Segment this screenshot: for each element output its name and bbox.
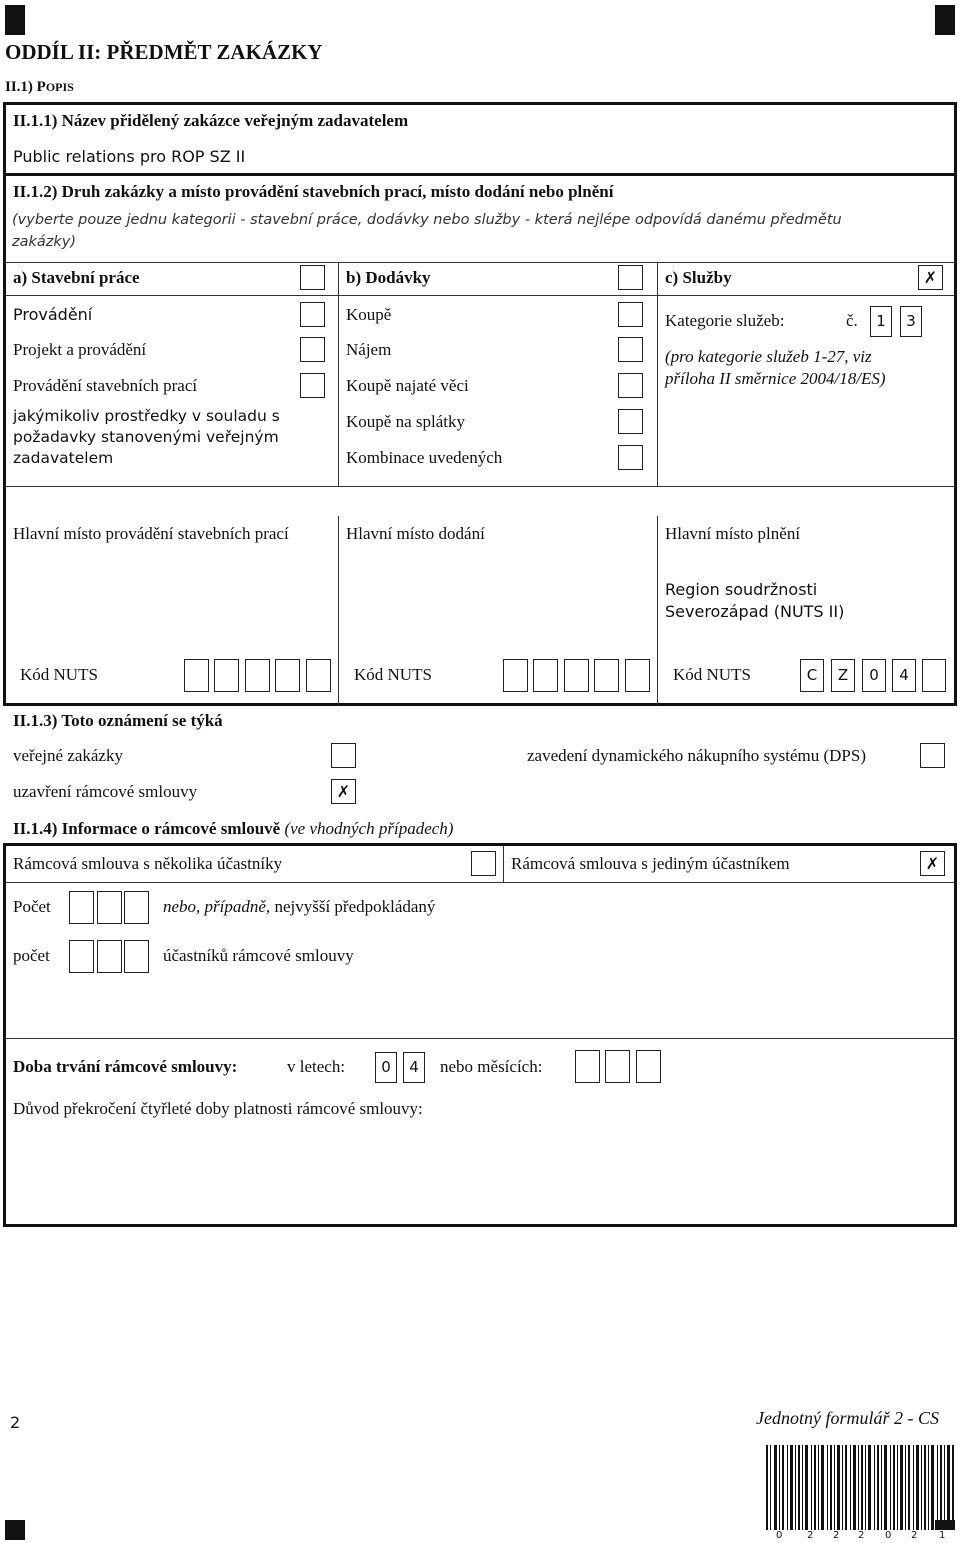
supplies-checkbox[interactable] [618, 265, 643, 290]
supplies-rental-checkbox[interactable] [618, 373, 643, 398]
barcode-digit-3: 2 [833, 1530, 840, 1541]
contract-name: Public relations pro ROP SZ II [13, 147, 246, 166]
supplies-item-combination: Kombinace uvedených [346, 448, 503, 467]
works-execution-checkbox[interactable] [300, 302, 325, 327]
works-extra-line1: jakýmikoliv prostředky v souladu s [13, 407, 280, 425]
type-note-line2: zakázky) [12, 234, 77, 250]
services-nuts-digit-1[interactable]: C [800, 659, 824, 692]
barcode-digit-7: 1 [939, 1530, 946, 1541]
participants-text: účastníků rámcové smlouvy [163, 946, 354, 965]
max-count-box-2[interactable] [97, 940, 122, 973]
works-nuts-box-2[interactable] [214, 659, 239, 692]
works-design-execution-checkbox[interactable] [300, 337, 325, 362]
supplies-hire-purchase-checkbox[interactable] [618, 409, 643, 434]
service-category-note-line2: příloha II směrnice 2004/18/ES) [665, 369, 886, 388]
barcode-digit-4: 2 [858, 1530, 865, 1541]
count-or-text [163, 897, 435, 917]
count-or-italic: nebo, případně, [163, 897, 271, 916]
supplies-nuts-box-5[interactable] [625, 659, 650, 692]
works-item-design-execution: Projekt a provádění [13, 340, 147, 359]
subsection-rest: OPIS [45, 80, 74, 94]
count-box-2[interactable] [97, 891, 122, 924]
duration-months-box-2[interactable] [605, 1050, 630, 1083]
form-name: Jednotný formulář 2 - CS [756, 1408, 939, 1428]
multi-participant-label: Rámcová smlouva s několika účastníky [13, 854, 283, 873]
duration-label: Doba trvání rámcové smlouvy: [13, 1057, 238, 1076]
works-place-label: Hlavní místo provádění stavebních prací [13, 524, 289, 543]
works-item-execution: Provádění [13, 305, 93, 324]
col-divider-2 [657, 262, 658, 486]
services-nuts-digit-4[interactable]: 4 [892, 659, 916, 692]
services-label: c) Služby [665, 268, 732, 287]
barcode-digit-1: 0 [776, 1530, 783, 1541]
page-number: 2 [10, 1413, 21, 1432]
works-nuts-box-1[interactable] [184, 659, 209, 692]
framework-info-heading-bold: II.1.4) Informace o rámcové smlouvě [13, 819, 281, 838]
supplies-item-rental: Koupě najaté věci [346, 376, 469, 395]
works-nuts-box-4[interactable] [275, 659, 300, 692]
type-heading: II.1.2) Druh zakázky a místo provádění stavebních prací, místo dodání nebo plnění [13, 182, 614, 201]
services-place-label: Hlavní místo plnění [665, 524, 801, 543]
section-title: ODDÍL II: PŘEDMĚT ZAKÁZKY [5, 40, 323, 64]
framework-divider-horizontal [6, 882, 954, 883]
supplies-combination-checkbox[interactable] [618, 445, 643, 470]
duration-top-line [6, 1038, 954, 1039]
supplies-purchase-checkbox[interactable] [618, 302, 643, 327]
services-place-line1: Region soudržnosti [665, 580, 818, 599]
framework-divider-vertical [503, 846, 504, 882]
supplies-nuts-box-3[interactable] [564, 659, 589, 692]
service-category-label: Kategorie služeb: [665, 311, 785, 330]
single-participant-label: Rámcová smlouva s jediným účastníkem [511, 854, 790, 873]
subsection-prefix: II.1) P [5, 79, 46, 95]
services-place-line2: Severozápad (NUTS II) [665, 602, 845, 621]
service-category-digit-2[interactable]: 3 [900, 306, 922, 337]
col-divider-1 [338, 262, 339, 486]
supplies-nuts-box-1[interactable] [503, 659, 528, 692]
col-divider-3 [338, 516, 339, 706]
duration-reason-label: Důvod překročení čtyřleté doby platnosti rámcové smlouvy: [13, 1099, 423, 1118]
corner-mark-top-right [935, 5, 955, 35]
duration-months-box-1[interactable] [575, 1050, 600, 1083]
corner-mark-top-left [5, 5, 25, 35]
type-note-line1: (vyberte pouze jednu kategorii - stavební práce, dodávky nebo služby - která nejlépe odpovídá danému předmětu [12, 212, 842, 228]
works-label: a) Stavební práce [13, 268, 140, 287]
services-checkbox[interactable]: ✗ [918, 265, 943, 290]
supplies-item-lease: Nájem [346, 340, 392, 359]
duration-years-digit-1[interactable]: 0 [375, 1052, 397, 1083]
count-label: Počet [13, 897, 51, 916]
public-contract-label: veřejné zakázky [13, 746, 123, 765]
supplies-nuts-box-2[interactable] [533, 659, 558, 692]
count-box-1[interactable] [69, 891, 94, 924]
service-category-note-line1: (pro kategorie služeb 1-27, viz [665, 347, 872, 366]
col-divider-4 [657, 516, 658, 706]
duration-years-label: v letech: [287, 1057, 346, 1076]
supplies-label: b) Dodávky [346, 268, 431, 287]
duration-months-box-3[interactable] [636, 1050, 661, 1083]
max-count-box-3[interactable] [124, 940, 149, 973]
duration-months-label: nebo měsících: [440, 1057, 543, 1076]
framework-info-heading [13, 819, 453, 839]
notice-heading: II.1.3) Toto oznámení se týká [13, 711, 223, 730]
dps-label: zavedení dynamického nákupního systému (DPS) [527, 746, 866, 765]
dps-checkbox[interactable] [920, 743, 945, 768]
framework-checkbox[interactable]: ✗ [331, 779, 356, 804]
table-bottom-line [6, 486, 954, 487]
service-category-digit-1[interactable]: 1 [870, 306, 892, 337]
duration-years-digit-2[interactable]: 4 [403, 1052, 425, 1083]
supplies-nuts-box-4[interactable] [594, 659, 619, 692]
table-header-line [6, 295, 954, 296]
supplies-item-purchase: Koupě [346, 305, 392, 324]
count-box-3[interactable] [124, 891, 149, 924]
supplies-lease-checkbox[interactable] [618, 337, 643, 362]
max-count-box-1[interactable] [69, 940, 94, 973]
supplies-item-hire-purchase: Koupě na splátky [346, 412, 465, 431]
framework-info-heading-italic: (ve vhodných případech) [284, 819, 454, 838]
corner-mark-bottom-left [5, 1520, 25, 1540]
works-nuts-box-3[interactable] [245, 659, 270, 692]
works-nuts-label: Kód NUTS [20, 665, 98, 684]
services-nuts-label: Kód NUTS [673, 665, 751, 684]
supplies-place-label: Hlavní místo dodání [346, 524, 485, 543]
barcode-digits [766, 1530, 956, 1543]
subsection-title [5, 79, 74, 96]
works-extra-line3: zadavatelem [13, 449, 114, 467]
barcode-digit-5: 0 [885, 1530, 892, 1541]
barcode-digit-2: 2 [807, 1530, 814, 1541]
barcode-digit-6: 2 [911, 1530, 918, 1541]
services-nuts-digit-3[interactable]: 0 [862, 659, 886, 692]
multi-participant-checkbox[interactable] [471, 851, 496, 876]
name-heading: II.1.1) Název přidělený zakázce veřejným zadavatelem [13, 111, 409, 130]
services-nuts-digit-5[interactable] [922, 659, 946, 692]
supplies-nuts-label: Kód NUTS [354, 665, 432, 684]
works-nuts-box-5[interactable] [306, 659, 331, 692]
works-checkbox[interactable] [300, 265, 325, 290]
table-top-line [6, 262, 954, 263]
works-extra-line2: požadavky stanovenými veřejným [13, 428, 279, 446]
service-category-no-label: č. [846, 311, 858, 330]
count-max-text: nejvyšší předpokládaný [274, 897, 436, 916]
framework-label: uzavření rámcové smlouvy [13, 782, 198, 801]
count-label-2: počet [13, 946, 50, 965]
public-contract-checkbox[interactable] [331, 743, 356, 768]
single-participant-checkbox[interactable]: ✗ [920, 851, 945, 876]
works-item-realisation: Provádění stavebních prací [13, 376, 198, 395]
services-nuts-digit-2[interactable]: Z [831, 659, 855, 692]
barcode [766, 1445, 956, 1530]
works-realisation-checkbox[interactable] [300, 373, 325, 398]
